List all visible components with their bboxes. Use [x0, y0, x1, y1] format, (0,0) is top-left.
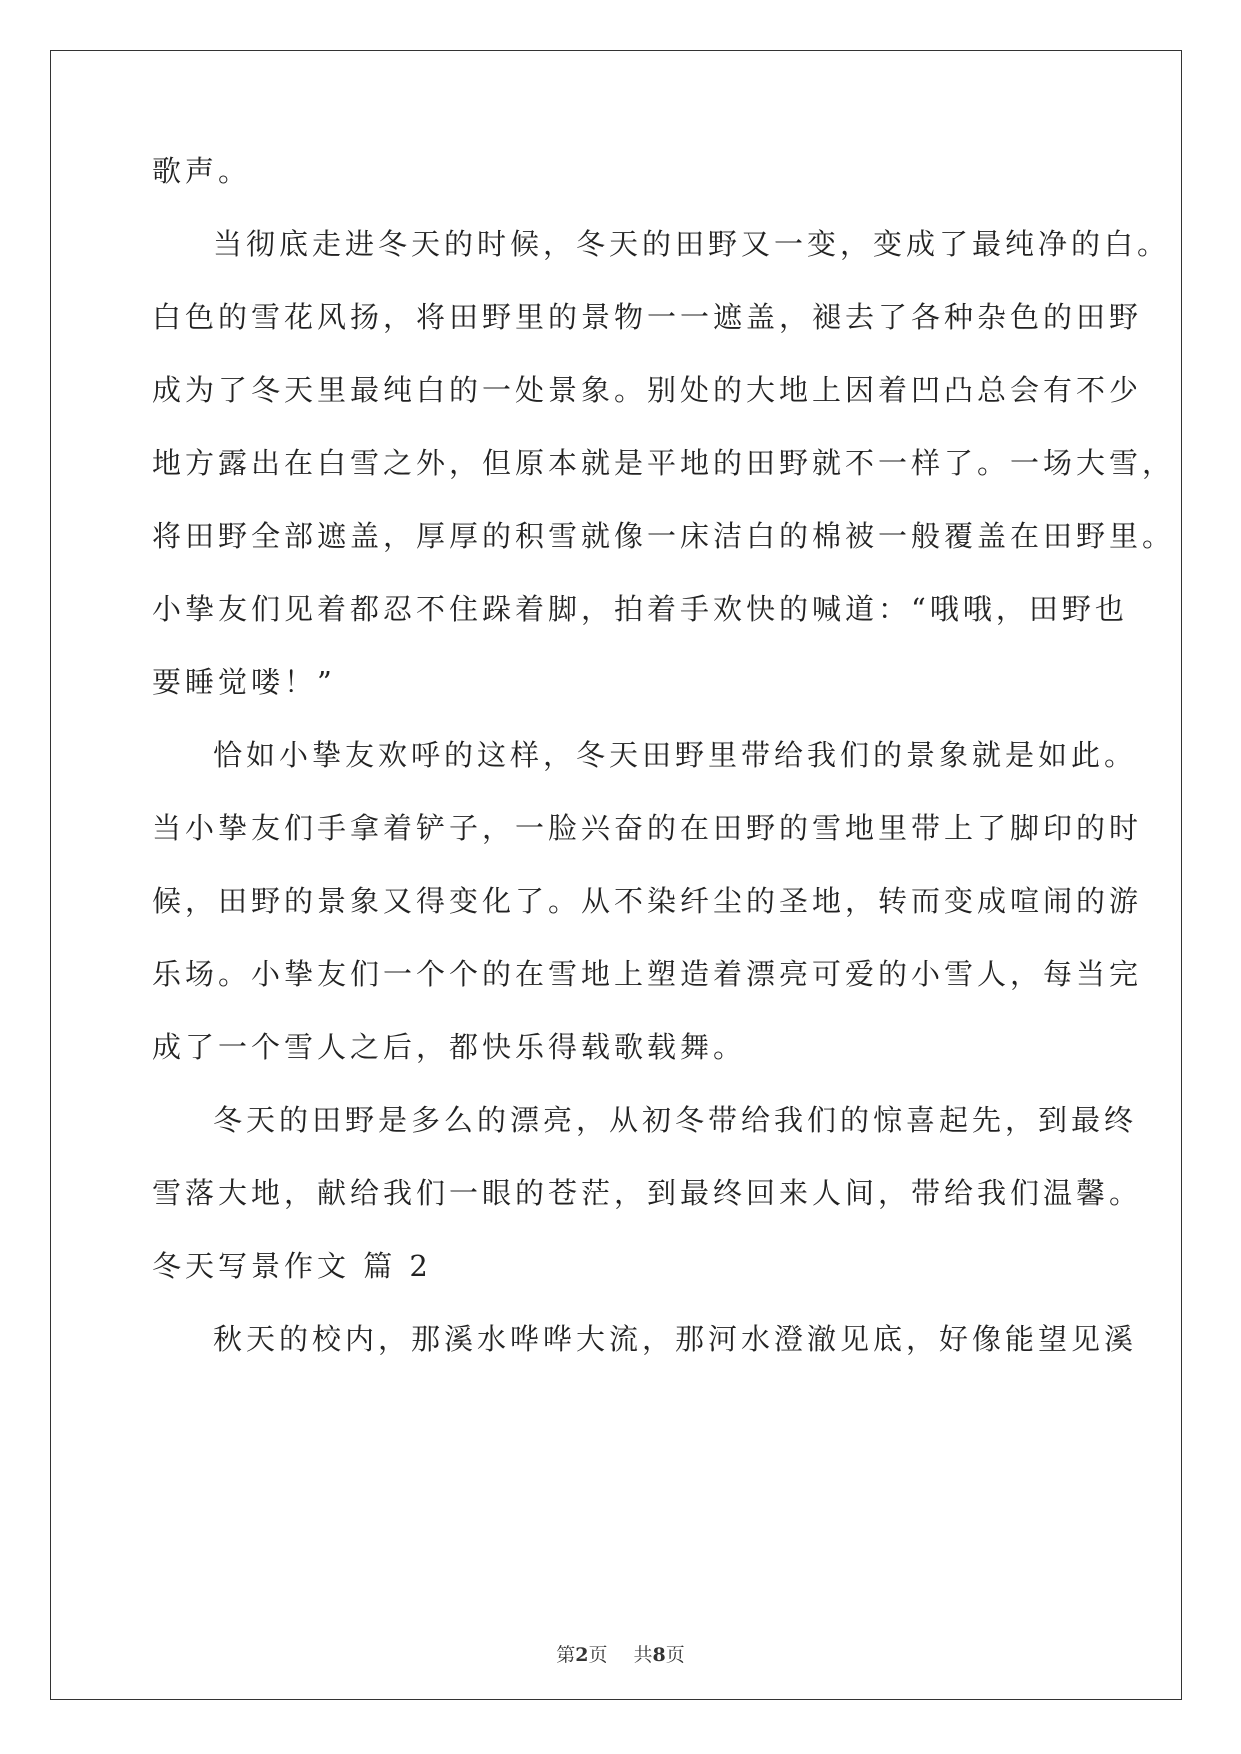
page-suffix: 页 [588, 1644, 608, 1666]
text-line: 小挚友们见着都忍不住跺着脚，拍着手欢快的喊道：“哦哦，田野也 [152, 592, 1128, 626]
paragraph-start: 秋天的校内，那溪水哗哗大流，那河水澄澈见底，好像能望见溪 [213, 1322, 1138, 1356]
paragraph-start: 冬天的田野是多么的漂亮，从初冬带给我们的惊喜起先，到最终 [213, 1103, 1138, 1137]
page-number: 2 [575, 1644, 589, 1666]
total-suffix: 页 [665, 1644, 685, 1666]
text-line: 成了一个雪人之后，都快乐得载歌载舞。 [152, 1030, 747, 1064]
page-footer [0, 1640, 1241, 1667]
text-line: 要睡觉喽！” [152, 665, 336, 699]
total-pages: 8 [652, 1644, 666, 1666]
text-line: 当小挚友们手拿着铲子，一脸兴奋的在田野的雪地里带上了脚印的时 [152, 811, 1143, 845]
text-line: 成为了冬天里最纯白的一处景象。别处的大地上因着凹凸总会有不少 [152, 373, 1143, 407]
page-border [50, 50, 1182, 1700]
text-line: 白色的雪花风扬，将田野里的景物一一遮盖，褪去了各种杂色的田野 [152, 300, 1143, 334]
text-line: 歌声。 [152, 154, 252, 188]
section-heading: 冬天写景作文 篇 2 [152, 1249, 432, 1283]
paragraph-start: 当彻底走进冬天的时候，冬天的田野又一变，变成了最纯净的白。 [213, 227, 1171, 261]
text-line: 地方露出在白雪之外，但原本就是平地的田野就不一样了。一场大雪， [152, 446, 1176, 480]
page-prefix: 第 [556, 1644, 576, 1666]
text-line: 雪落大地，献给我们一眼的苍茫，到最终回来人间，带给我们温馨。 [152, 1176, 1143, 1210]
paragraph-start: 恰如小挚友欢呼的这样，冬天田野里带给我们的景象就是如此。 [213, 738, 1138, 772]
text-line: 将田野全部遮盖，厚厚的积雪就像一床洁白的棉被一般覆盖在田野里。 [152, 519, 1176, 553]
text-line: 乐场。小挚友们一个个的在雪地上塑造着漂亮可爱的小雪人，每当完 [152, 957, 1143, 991]
total-prefix: 共 [633, 1644, 653, 1666]
text-line: 候，田野的景象又得变化了。从不染纤尘的圣地，转而变成喧闹的游 [152, 884, 1143, 918]
